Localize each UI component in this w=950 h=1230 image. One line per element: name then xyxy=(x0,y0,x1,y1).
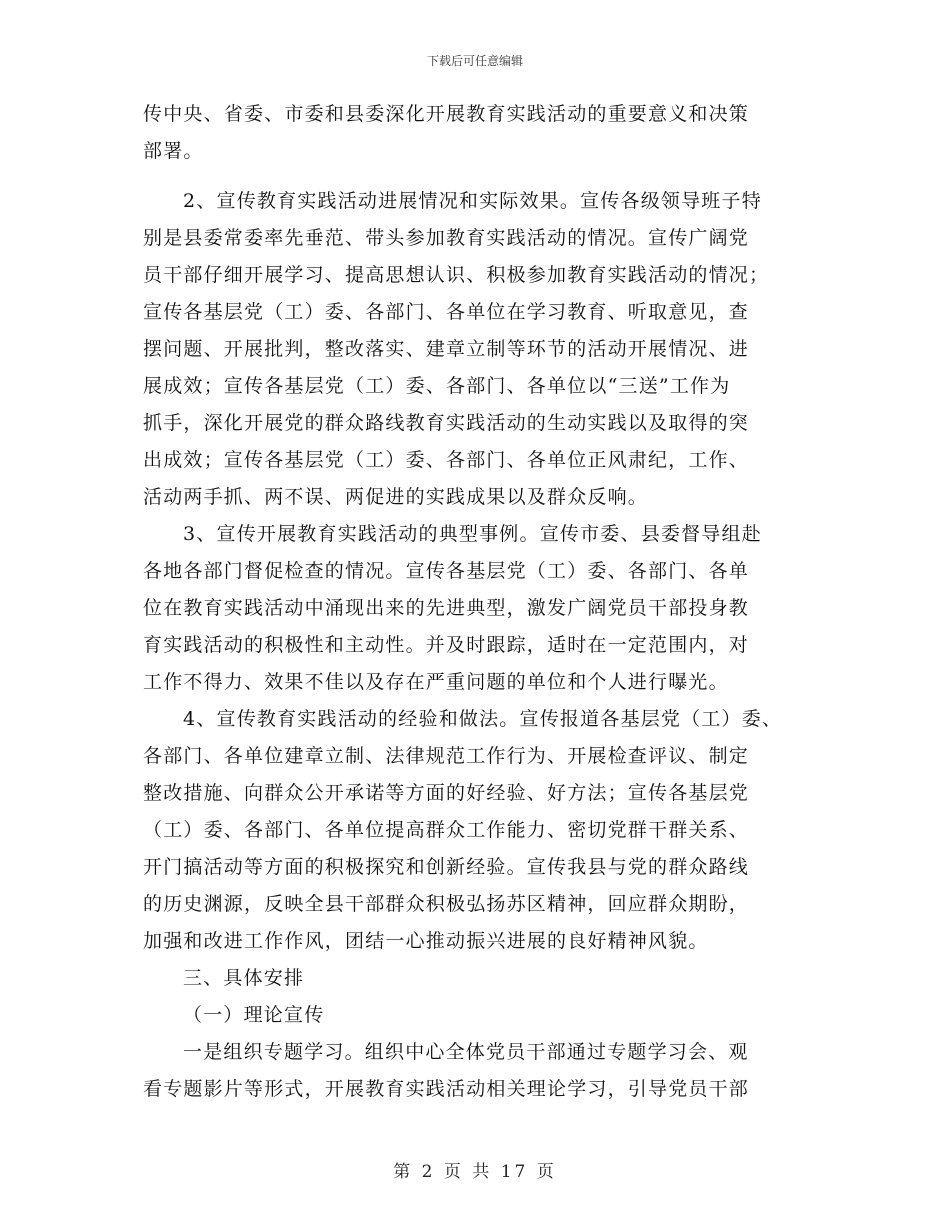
text-line: 加强和改进工作作风，团结一心推动振兴进展的良好精神风貌。 xyxy=(143,930,709,952)
text-line: （工）委、各部门、各单位提高群众工作能力、密切党群干群关系、 xyxy=(143,819,750,841)
subsection-heading: （一）理论宣传 xyxy=(183,1004,325,1026)
text-line: 整改措施、向群众公开承诺等方面的好经验、好方法；宣传各基层党 xyxy=(143,782,750,804)
text-line: 4、宣传教育实践活动的经验和做法。宣传报道各基层党（工）委、 xyxy=(183,708,783,730)
page-header: 下载后可任意编辑 xyxy=(426,54,523,68)
text-line: 出成效；宣传各基层党（工）委、各部门、各单位正风肃纪，工作、 xyxy=(143,449,750,471)
section-heading: 三、具体安排 xyxy=(183,967,305,989)
text-line: 摆问题、开展批判，整改落实、建章立制等环节的活动开展情况、进 xyxy=(143,338,750,360)
text-line: 部署。 xyxy=(143,140,204,162)
text-line: 工作不得力、效果不佳以及存在严重问题的单位和个人进行曝光。 xyxy=(143,671,729,693)
text-line: 育实践活动的积极性和主动性。并及时跟踪，适时在一定范围内，对 xyxy=(143,634,750,656)
text-line: 3、宣传开展教育实践活动的典型事例。宣传市委、县委督导组赴 xyxy=(183,523,762,545)
text-line: 位在教育实践活动中涌现出来的先进典型，激发广阔党员干部投身教 xyxy=(143,597,750,619)
text-line: 活动两手抓、两不误、两促进的实践成果以及群众反响。 xyxy=(143,486,649,508)
text-line: 展成效；宣传各基层党（工）委、各部门、各单位以“三送”工作为 xyxy=(143,375,731,397)
text-line: 的历史渊源，反映全县干部群众积极弘扬苏区精神，回应群众期盼， xyxy=(143,893,750,915)
text-line: 看专题影片等形式，开展教育实践活动相关理论学习，引导党员干部 xyxy=(143,1078,750,1100)
text-line: 一是组织专题学习。组织中心全体党员干部通过专题学习会、观 xyxy=(183,1041,749,1063)
text-line: 各地各部门督促检查的情况。宣传各基层党（工）委、各部门、各单 xyxy=(143,560,750,582)
text-line: 宣传各基层党（工）委、各部门、各单位在学习教育、听取意见，查 xyxy=(143,301,750,323)
page-footer: 第 2 页 共 17 页 xyxy=(393,1162,557,1182)
text-line: 员干部仔细开展学习、提高思想认识、积极参加教育实践活动的情况； xyxy=(143,264,770,286)
text-line: 各部门、各单位建章立制、法律规范工作行为、开展检查评议、制定 xyxy=(143,745,750,767)
text-line: 传中央、省委、市委和县委深化开展教育实践活动的重要意义和决策 xyxy=(143,103,750,125)
text-line: 抓手，深化开展党的群众路线教育实践活动的生动实践以及取得的突 xyxy=(143,412,750,434)
text-line: 2、宣传教育实践活动进展情况和实际效果。宣传各级领导班子特 xyxy=(183,190,762,212)
text-line: 开门搞活动等方面的积极探究和创新经验。宣传我县与党的群众路线 xyxy=(143,856,750,878)
text-line: 别是县委常委率先垂范、带头参加教育实践活动的情况。宣传广阔党 xyxy=(143,227,750,249)
